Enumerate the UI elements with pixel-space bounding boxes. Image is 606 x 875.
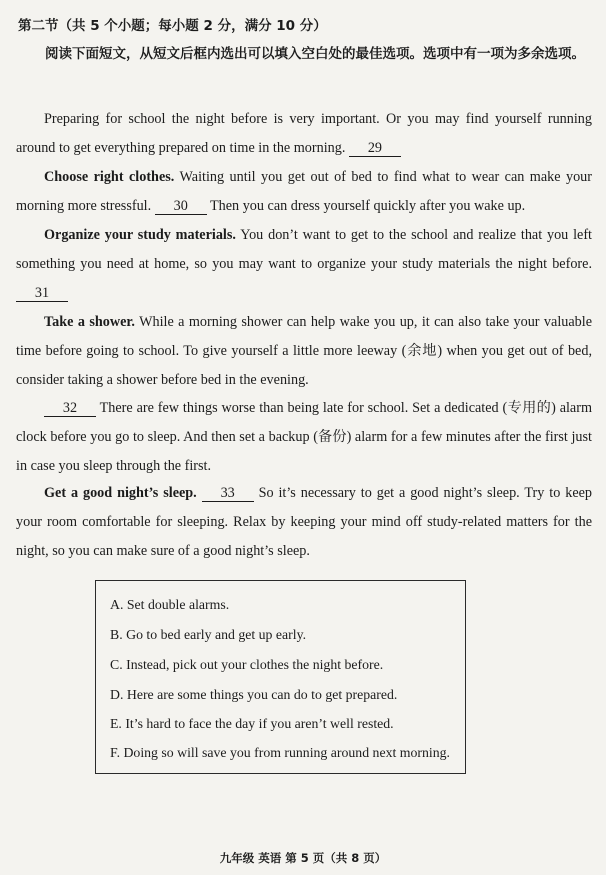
paragraph-3 [16,221,592,308]
blank-29: 29 [349,141,401,157]
options-box [95,580,466,774]
paragraph-2 [16,163,592,221]
blank-30: 30 [155,199,207,215]
paragraph-4-heading: Take a shower. [44,314,135,330]
paragraph-3-text: You don’t want to get to the school and realize that you left something you need at home, so you may want to organize your study materials the night before. [16,227,592,272]
blank-31: 31 [16,286,68,302]
blank-33: 33 [202,486,254,502]
paragraph-1 [16,105,592,163]
option-e: E. It’s hard to face the day if you aren’t well rested. [110,716,394,731]
paragraph-3-heading: Organize your study materials. [44,227,236,243]
option-f: F. Doing so will save you from running around next morning. [110,745,450,760]
blank-32: 32 [44,401,96,417]
paragraph-2-heading: Choose right clothes. [44,169,175,185]
paragraph-5 [16,394,592,481]
paragraph-2-text-before: Waiting until you get out of bed to find what to wear can make your morning more stressful. [16,169,592,214]
option-c: C. Instead, pick out your clothes the night before. [110,657,384,672]
paragraph-6 [16,479,592,566]
option-b: B. Go to bed early and get up early. [110,627,307,642]
paragraph-4 [16,308,592,395]
paragraph-5-text: There are few things worse than being late for school. Set a dedicated (专用的) alarm clock before you go to sleep. And then set a backup (备份) alarm for a few minutes after the first just in case you sleep through the first. [16,400,592,474]
section-instructions: 阅读下面短文，从短文后框内选出可以填入空白处的最佳选项。选项中有一项为多余选项。 [45,46,585,62]
option-d: D. Here are some things you can do to get prepared. [110,687,398,702]
section-title: 第二节（共 5 个小题；每小题 2 分，满分 10 分） [18,18,327,34]
paragraph-6-heading: Get a good night’s sleep. [44,485,197,501]
paragraph-4-text: While a morning shower can help wake you up, it can also take your valuable time before going to school. To give yourself a little more leeway (余地) when you get out of bed, consider taking a shower before bed in the evening. [16,314,592,388]
paragraph-2-text-after: Then you can dress yourself quickly after you wake up. [210,198,526,214]
paragraph-6-text: So it’s necessary to get a good night’s sleep. Try to keep your room comfortable for sleeping. Relax by keeping your mind off study-related matters for the night, so you can make sure of a good night’s sleep. [16,485,593,559]
paragraph-1-text: Preparing for school the night before is very important. Or you may find yourself running around to get everything prepared on time in the morning. [16,111,592,156]
page-footer: 九年级 英语 第 5 页（共 8 页） [219,851,387,865]
option-a: A. Set double alarms. [110,597,230,612]
